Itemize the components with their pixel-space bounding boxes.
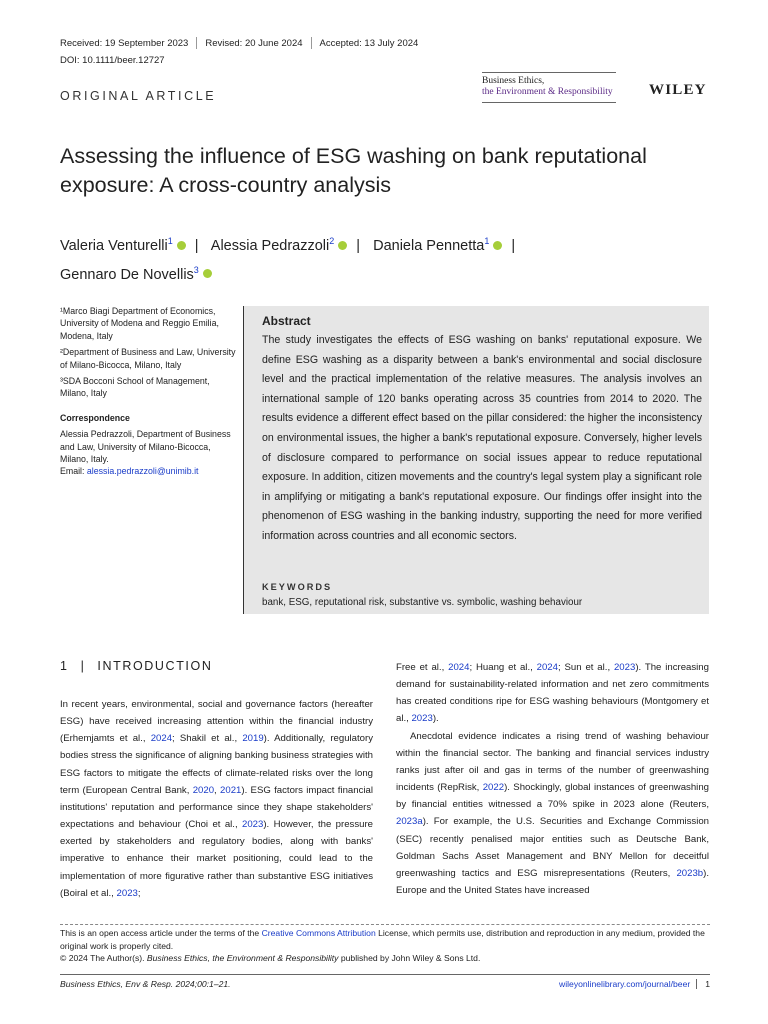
reference-link[interactable]: 2023a (396, 816, 423, 828)
correspondence-text (60, 428, 240, 478)
creative-commons-link[interactable]: Creative Commons Attribution (261, 928, 376, 938)
journal-name-line2: the Environment & Responsibility (482, 87, 613, 97)
footer-citation: Business Ethics, Env & Resp. 2024;00:1–21. (60, 979, 231, 989)
orcid-icon[interactable] (177, 241, 186, 250)
doi: DOI: 10.1111/beer.12727 (60, 55, 165, 66)
author-affil-sup: 1 (167, 236, 173, 246)
body-column-right (396, 659, 709, 899)
keywords-text: bank, ESG, reputational risk, substantive vs. symbolic, washing behaviour (262, 597, 583, 608)
affiliations (60, 305, 240, 478)
page-number: 1 (696, 979, 710, 989)
publisher-logo: WILEY (649, 82, 707, 98)
revised-date: Revised: 20 June 2024 (205, 37, 303, 49)
author-list (60, 229, 740, 287)
reference-link[interactable]: 2023 (242, 819, 264, 831)
journal-name-line1: Business Ethics, (482, 76, 545, 86)
journal-logo (482, 72, 616, 103)
reference-link[interactable]: 2022 (482, 782, 505, 794)
footer-divider (60, 974, 710, 975)
reference-link[interactable]: 2023 (116, 887, 138, 899)
author-name[interactable]: Gennaro De Novellis (60, 266, 194, 283)
section-separator: | (80, 659, 86, 673)
reference-link[interactable]: 2021 (220, 784, 242, 796)
copyright-journal: Business Ethics, the Environment & Responsibility (146, 953, 339, 963)
paragraph: In recent years, environmental, social and governance factors (hereafter ESG) have received increasing attention within the financial industry (Erhemjamts et al., 2024; Shakil et al., 2019). Additionally, regulatory bodies stress the significance of aligning banking business strategies with ESG factors to mitigate the effects of climate-related risks over the long term (European Central Bank, 2020, 2021). ESG factors impact financial institutions' reputation and performance since they shape stakeholders' expectations and behaviour (Choi et al., 2023). However, the pressure exerted by stakeholders and regulatory bodies, along with banks' imperative to enhance their market positioning, could lead to the implementation of more figurative rather than substantive ESG initiatives (Boiral et al., 2023; (60, 699, 374, 899)
copyright-text: © 2024 The Author(s). (60, 953, 147, 963)
footer-right (520, 979, 710, 989)
author-name[interactable]: Daniela Pennetta (373, 237, 485, 254)
section-heading (60, 659, 212, 673)
keywords-heading: KEYWORDS (262, 582, 333, 592)
author-name[interactable]: Alessia Pedrazzoli (210, 237, 330, 254)
affiliation-2: ²Department of Business and Law, University of Milano-Bicocca, Milano, Italy (60, 347, 236, 370)
orcid-icon[interactable] (203, 269, 212, 278)
body-column-left (60, 696, 373, 902)
author-affil-sup: 3 (193, 264, 199, 275)
reference-link[interactable]: 2024 (448, 662, 470, 673)
paragraph: Free et al., 2024; Huang et al., 2024; Sun et al., 2023). The increasing demand for sustainability-related information and net zero commitments has created conditions ripe for ESG washing behaviours (Montgomery et al., 2023). (396, 662, 709, 725)
license-notice (60, 927, 720, 965)
author-separator: | (356, 237, 361, 254)
license-text: This is an open access article under the terms of the (60, 928, 262, 938)
abstract-heading: Abstract (262, 314, 311, 328)
orcid-icon[interactable] (338, 241, 347, 250)
reference-link[interactable]: 2024 (536, 662, 558, 673)
section-number: 1 (60, 659, 69, 673)
date-separator (311, 37, 312, 49)
license-text: License, which permits use, distribution and reproduction in any medium, provided the original work is properly cited. (60, 928, 705, 951)
reference-link[interactable]: 2020 (192, 784, 215, 796)
copyright-text: published by John Wiley & Sons Ltd. (338, 953, 481, 963)
author-affil-sup: 2 (329, 236, 335, 246)
article-type: ORIGINAL ARTICLE (60, 89, 217, 103)
reference-link[interactable]: 2023 (613, 662, 636, 673)
abstract-text: The study investigates the effects of ESG washing on banks' reputational exposure. We define ESG washing as a disparity between a bank's environmental and social disclosure level and the practical implementation of the relative measures. The analysis involves an international sample of 120 banks operating across 35 countries from 2014 to 2020. The results evidence a different effect based on the pillar considered: the higher the inconsistency on environmental issues, the higher a bank's reputational exposure. Conversely, higher levels of disclosure compared to performance on social issues appear to reduce reputational exposure. In addition, citizen movements and the country's legal system play a significant role in amplifying or mitigating a bank's reputational exposure. Our findings offer insight into the phenomenon of ESG washing in the banking industry, supporting the need for more verified information across countries and all economic sectors. (262, 334, 702, 542)
author-separator: | (511, 237, 516, 254)
journal-url-link[interactable]: wileyonlinelibrary.com/journal/beer (559, 979, 691, 989)
correspondence-email-link[interactable]: alessia.pedrazzoli@unimib.it (86, 466, 199, 477)
section-title: INTRODUCTION (97, 659, 213, 673)
email-label: Email: (60, 466, 87, 477)
orcid-icon[interactable] (493, 241, 502, 250)
affiliation-3: ³SDA Bocconi School of Management, Milano, Italy (60, 376, 210, 399)
correspondence-address: Alessia Pedrazzoli, Department of Business and Law, University of Milano-Bicocca, Milano, Italy. (60, 429, 231, 465)
reference-link[interactable]: 2023 (411, 713, 433, 725)
author-affil-sup: 1 (484, 236, 490, 246)
author-separator: | (194, 237, 199, 254)
affiliation-1: ¹Marco Biagi Department of Economics, University of Modena and Reggio Emilia, Modena, Italy (60, 306, 219, 341)
accepted-date: Accepted: 13 July 2024 (319, 37, 419, 49)
reference-link[interactable]: 2023b (676, 867, 704, 879)
reference-link[interactable]: 2019 (242, 733, 264, 745)
abstract-box (243, 306, 709, 614)
date-separator (196, 37, 197, 49)
publication-dates (60, 37, 418, 49)
article-title: Assessing the influence of ESG washing on bank reputational exposure: A cross-country analysis (60, 144, 647, 197)
paragraph: Anecdotal evidence indicates a rising trend of washing behaviour within the financial sector. The banking and financial services industry ranks just after oil and gas in terms of the number of greenwashing incidents (RepRisk, 2022). Shockingly, global instances of greenwashing by financial entities witnessed a 70% spike in 2023 alone (Reuters, 2023a). For example, the U.S. Securities and Exchange Commission (SEC) recently penalised major entities such as Deutsche Bank, Goldman Sachs Asset Management and BNY Mellon for deceitful greenwashing tactics and ESG misrepresentations (Reuters, 2023b). Europe and the United States have increased (396, 730, 709, 897)
reference-link[interactable]: 2024 (150, 733, 173, 745)
received-date: Received: 19 September 2023 (60, 37, 189, 49)
author-name[interactable]: Valeria Venturelli (60, 237, 168, 254)
license-divider (60, 924, 710, 925)
correspondence-heading: Correspondence (60, 412, 130, 423)
